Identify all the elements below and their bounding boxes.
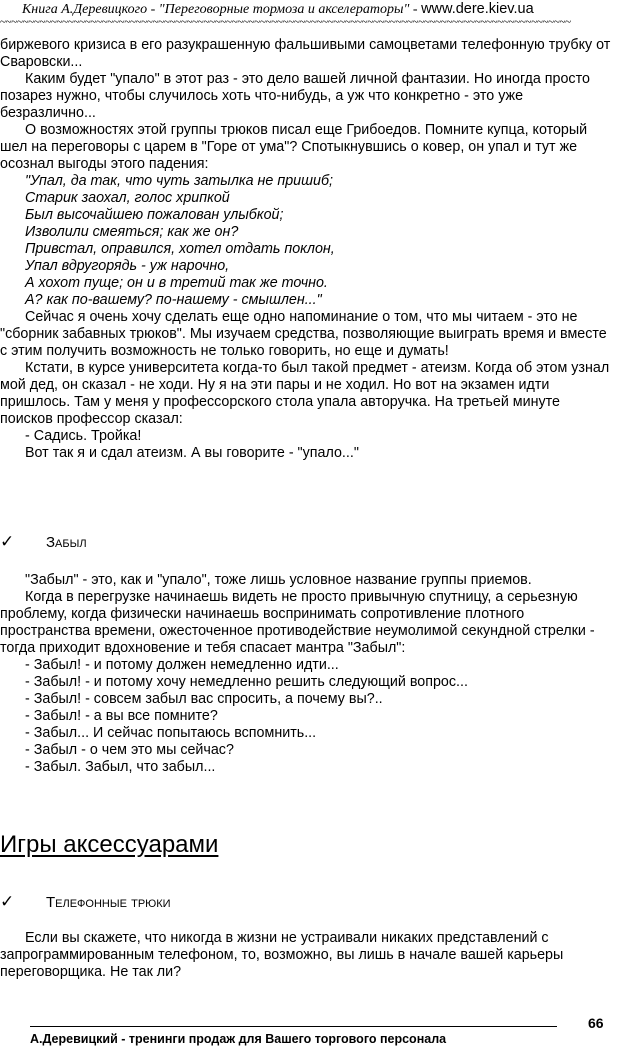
section-phone-text: [0, 930, 612, 981]
paragraph: О возможностях этой группы трюков писал еще Грибоедов. Помните купца, который шел на переговоры с царем в "Горе от ума"? Спотыкнувшись о ковер, он упал и тут же осознал выгоды этого падения:: [0, 122, 588, 172]
subheading-title: Забыл: [46, 534, 87, 551]
verse-line: "Упал, да так, что чуть затылка не пришиб;: [25, 173, 333, 189]
header-tilde-rule: ~~~~~~~~~~~~~~~~~~~~~~~~~~~~~~~~~~~~~~~~~~~~~~~~~~~~~~~~~~~~~~~~~~~~~~~~~~~~~~~~~~~~~~~~~~~~~~~~~~~~~: [0, 16, 571, 28]
paragraph: Кстати, в курсе университета когда-то был такой предмет - атеизм. Когда об этом узнал мой дед, он сказал - не ходи. Ну я на эти пары и не ходил. Но вот на экзамен идти пришлось. Там у меня у профессорского стола упала авторучка. На третьей минуте поисков профессор сказал:: [0, 360, 610, 427]
dialogue-line: - Забыл! - совсем забыл вас спросить, а почему вы?..: [25, 691, 383, 707]
checkmark-icon: ✓: [0, 892, 15, 912]
subheading-phone-tricks: [0, 893, 171, 912]
section-forgot-text: [0, 572, 612, 776]
dialogue-line: - Забыл! - и потому хочу немедленно решить следующий вопрос...: [25, 674, 468, 690]
dialogue-line: - Забыл - о чем это мы сейчас?: [25, 742, 234, 758]
verse-line: Упал вдругорядь - уж нарочно,: [25, 258, 230, 274]
dialogue-line: - Забыл! - и потому должен немедленно идти...: [25, 657, 339, 673]
footer-text: А.Деревицкий - тренинги продаж для Вашего торгового персонала: [30, 1032, 447, 1046]
chapter-heading: Игры аксессуарами: [0, 831, 219, 858]
checkmark-icon: ✓: [0, 532, 15, 552]
section-falling-text: [0, 37, 612, 462]
subheading-forgot: [0, 533, 87, 552]
subheading-title: Телефонные трюки: [46, 894, 171, 911]
paragraph: "Забыл" - это, как и "упало", тоже лишь условное название группы приемов.: [25, 572, 532, 588]
dialogue-line: - Забыл. Забыл, что забыл...: [25, 759, 216, 775]
dialogue-line: - Садись. Тройка!: [25, 428, 142, 444]
page-number: 66: [588, 1015, 604, 1031]
footer-divider: [30, 1026, 557, 1027]
header-site-link[interactable]: www.dere.kiev.ua: [421, 1, 534, 17]
verse-line: Был высочайшею пожалован улыбкой;: [25, 207, 284, 223]
paragraph: биржевого кризиса в его разукрашенную фальшивыми самоцветами телефонную трубку от Сваровски...: [0, 37, 611, 70]
paragraph: Когда в перегрузке начинаешь видеть не просто привычную спутницу, а серьезную проблему, когда физически начинаешь воспринимать сопротивление плотного пространства времени, ожесточенное противодействие неумолимой секундной стрелки - тогда приходит вдохновение и тебя спасает мантра "Забыл":: [0, 589, 595, 656]
paragraph: Если вы скажете, что никогда в жизни не устраивали никаких представлений с запрограммированным телефоном, то, возможно, вы лишь в начале вашей карьеры переговорщика. Не так ли?: [0, 930, 564, 980]
dialogue-line: - Забыл... И сейчас попытаюсь вспомнить...: [25, 725, 317, 741]
verse-line: А хохот пуще; он и в третий так же точно.: [25, 275, 328, 291]
verse-line: Изволили смеяться; как же он?: [25, 224, 239, 240]
paragraph: Сейчас я очень хочу сделать еще одно напоминание о том, что мы читаем - это не "сборник забавных трюков". Мы изучаем средства, позволяющие выиграть время и вместе с этим получить возможность не только говорить, но еще и думать!: [0, 309, 607, 359]
dialogue-line: Вот так я и сдал атеизм. А вы говорите - "упало...": [25, 445, 359, 461]
paragraph: Каким будет "упало" в этот раз - это дело вашей личной фантазии. Но иногда просто позарез нужно, чтобы случилось хоть что-нибудь, а уж что конкретно - это уже безразлично...: [0, 71, 590, 121]
verse-line: А? как по-вашему? по-нашему - смышлен...": [25, 292, 322, 308]
verse-line: Привстал, оправился, хотел отдать поклон,: [25, 241, 335, 257]
header-book-title: Книга А.Деревицкого - "Переговорные тормоза и акселераторы": [22, 2, 410, 17]
verse-line: Старик заохал, голос хрипкой: [25, 190, 230, 206]
dialogue-line: - Забыл! - а вы все помните?: [25, 708, 218, 724]
header-separator: -: [409, 2, 422, 17]
